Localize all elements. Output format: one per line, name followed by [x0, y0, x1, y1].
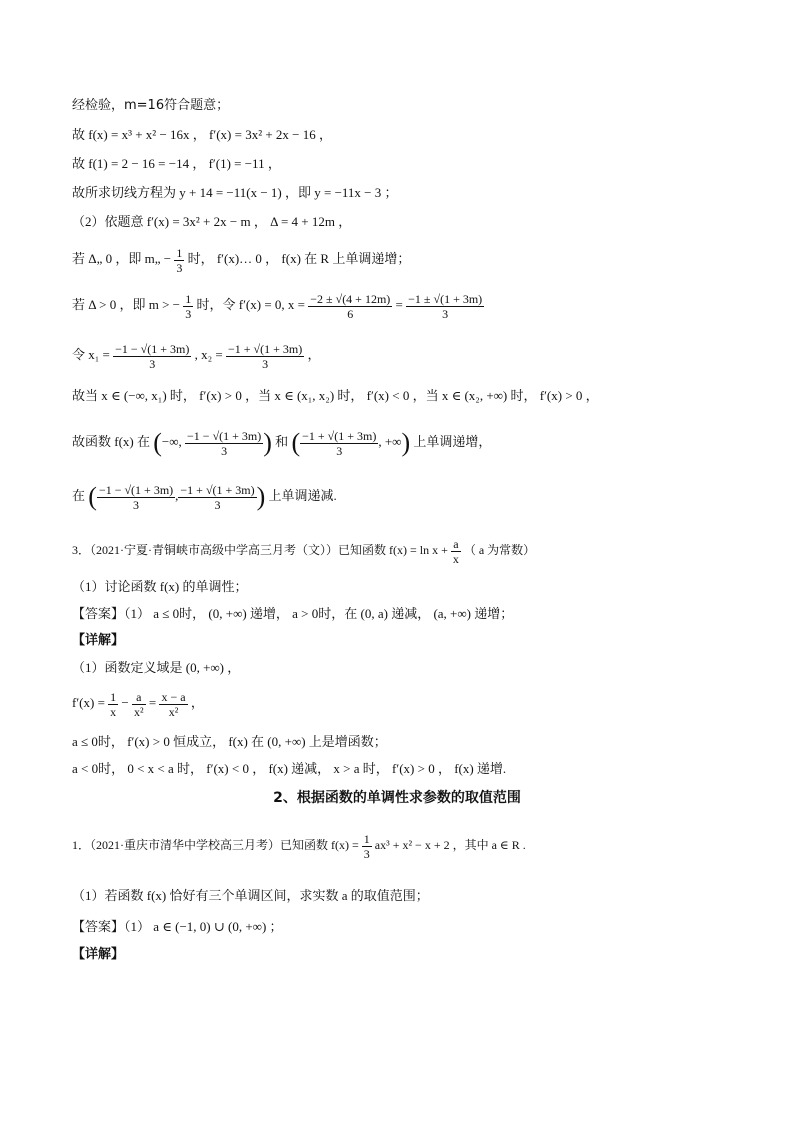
fraction-denominator: 3 [336, 443, 343, 458]
fraction-numerator: 1 [176, 245, 183, 260]
fraction-numerator: −1 + √(1 + 3m) [302, 428, 377, 443]
fraction [185, 429, 263, 458]
fraction-numerator: −1 − √(1 + 3m) [98, 482, 174, 497]
text-line: 故 f(x) = x³ + x² − 16x ， f′(x) = 3x² + 2x − 16 ， [72, 127, 333, 142]
text-fragment: 若 Δ > 0 ，即 m > − [72, 297, 180, 312]
question-line: （1）若函数 f(x) 恰好有三个单调区间，求实数 a 的取值范围； [72, 888, 429, 903]
detail-heading: 【详解】 [72, 633, 125, 648]
fraction-denominator: 3 [363, 846, 370, 861]
fraction [108, 690, 118, 719]
fraction [97, 483, 175, 512]
fraction [362, 832, 372, 861]
fraction-numerator: 1 [185, 291, 192, 306]
text-fragment: ， [190, 695, 204, 710]
text-fragment: 和 [275, 434, 289, 449]
text-fragment: 上单调递减. [268, 488, 337, 503]
text-line: 故所求切线方程为 y + 14 = −11(x − 1) ，即 y = −11x − 3 ； [72, 185, 398, 200]
fraction-numerator: a [451, 537, 461, 552]
fraction [226, 342, 304, 371]
fraction-denominator: x² [134, 704, 144, 719]
text-fragment: 在 [72, 488, 86, 503]
text-fragment: ax³ + x² − x + 2 ，其中 a ∈ R . [374, 838, 526, 852]
text-fragment: −∞, [161, 434, 182, 449]
fraction-numerator: 1 [110, 689, 117, 704]
fraction [308, 292, 392, 321]
fraction-numerator: 1 [363, 831, 370, 846]
answer-line: 【答案】（1） a ∈ (−1, 0) ∪ (0, +∞) ； [72, 919, 283, 934]
text-line [72, 688, 204, 719]
fraction-denominator: 3 [442, 306, 449, 321]
text-line: 故当 x ∈ (−∞, x₁) 时， f′(x) > 0 ，当 x ∈ (x₁, x₂) 时， f′(x) < 0 ，当 x ∈ (x₂, +∞) 时， f′(x) > 0 ， [72, 388, 599, 403]
text-line [72, 244, 410, 275]
fraction-numerator: −1 + √(1 + 3m) [180, 482, 255, 497]
problem-title [72, 830, 526, 861]
text-line: 故函数 f(x) 在 (−∞, $\frac{-1 - √(1 + 3m)}{3}$ ) 和 ( $\frac{-1 + √(1 + 3m)}{3}$ , +∞) 上单调递增， [72, 428, 492, 458]
fraction-numerator: a [132, 690, 146, 705]
fraction-denominator: 3 [214, 497, 221, 512]
text-line: 若 Δ > 0 ，即 m > − $\frac{1}{3}$ 时，令 f′(x) = 0, x = $\frac{-2 \pm √(4 + 12m)}{6}$ = $\frac{-1 \pm √(1 + 3m)}{3}$ [72, 291, 483, 321]
text-fragment: 若 Δ„ 0 ，即 m„ − [72, 251, 172, 266]
text-line: （1）函数定义域是 (0, +∞) ， [72, 660, 241, 675]
text-fragment: 时，令 f′(x) = 0, x = [196, 297, 305, 312]
text-line: 在 ( $\frac{-1 - √(1 + 3m)}{3}$ , $\frac{-1 + √(1 + 3m)}{3}$ ) 上单调递减. [72, 482, 337, 512]
text-fragment: 1．（2021·重庆市清华中学校高三月考）已知函数 f(x) = [72, 838, 359, 852]
fraction [174, 246, 184, 275]
text-fragment: , +∞ [378, 434, 402, 449]
fraction-denominator: 3 [185, 306, 192, 321]
fraction-denominator: 3 [176, 260, 183, 275]
fraction-denominator: x [110, 704, 117, 719]
text-fragment: , [175, 488, 179, 503]
text-fragment: , x₂ = [194, 347, 223, 362]
fraction [183, 292, 193, 321]
text-fragment: = [148, 695, 157, 710]
fraction-denominator: 3 [262, 356, 269, 371]
fraction-denominator: x² [168, 704, 179, 719]
text-fragment: − [121, 695, 129, 710]
answer-line: 【答案】（1） a ≤ 0时， (0, +∞) 递增， a > 0时，在 (0, a) 递减， (a, +∞) 递增； [72, 606, 514, 621]
fraction-denominator: x [452, 551, 459, 566]
text-line: 故 f(1) = 2 − 16 = −14 ， f′(1) = −11 ， [72, 156, 281, 171]
section-heading: 2、根据函数的单调性求参数的取值范围 [273, 790, 521, 806]
fraction [132, 690, 146, 719]
text-line: （2）依题意 f′(x) = 3x² + 2x − m ， Δ = 4 + 12m ， [72, 214, 352, 229]
fraction [451, 537, 461, 566]
fraction-numerator: −2 ± √(4 + 12m) [310, 291, 391, 306]
fraction-numerator: x − a [161, 689, 186, 704]
text-fragment: 故函数 f(x) 在 [72, 434, 150, 449]
fraction [113, 342, 191, 371]
text-fragment: 上单调递增， [413, 434, 492, 449]
fraction-denominator: 3 [133, 497, 140, 512]
text-fragment: f′(x) = [72, 695, 105, 710]
detail-heading: 【详解】 [72, 947, 125, 962]
text-fragment: 令 x₁ = [72, 347, 110, 362]
fraction-numerator: −1 − √(1 + 3m) [187, 428, 262, 443]
fraction-numerator: −1 − √(1 + 3m) [115, 341, 190, 356]
fraction-denominator: 3 [221, 443, 228, 458]
fraction-numerator: −1 + √(1 + 3m) [227, 341, 303, 356]
fraction [406, 292, 484, 321]
fraction-numerator: −1 ± √(1 + 3m) [408, 291, 483, 306]
text-line: 经检验，m=16符合题意； [72, 98, 230, 113]
text-fragment: 时， f′(x)… 0 ， f(x) 在 R 上单调递增； [187, 251, 411, 266]
text-fragment: （ a 为常数） [463, 543, 536, 557]
text-line: 令 x₁ = $\frac{-1 - √(1 + 3m)}{3}$ , x₂ = $\frac{-1 + √(1 + 3m)}{3}$ ， [72, 341, 321, 371]
text-line: a < 0时， 0 < x < a 时， f′(x) < 0 ， f(x) 递减， x > a 时， f′(x) > 0 ， f(x) 递增. [72, 761, 507, 776]
fraction [178, 483, 256, 512]
problem-title [72, 536, 535, 566]
fraction-denominator: 3 [149, 356, 156, 371]
fraction-denominator: 6 [347, 306, 354, 321]
fraction [159, 690, 187, 719]
text-fragment: 3．（2021·宁夏·青铜峡市高级中学高三月考（文））已知函数 f(x) = ln x + [72, 543, 448, 557]
question-line: （1）讨论函数 f(x) 的单调性； [72, 579, 248, 594]
text-line: a ≤ 0时， f′(x) > 0 恒成立， f(x) 在 (0, +∞) 上是增函数； [72, 734, 387, 749]
fraction [300, 429, 378, 458]
